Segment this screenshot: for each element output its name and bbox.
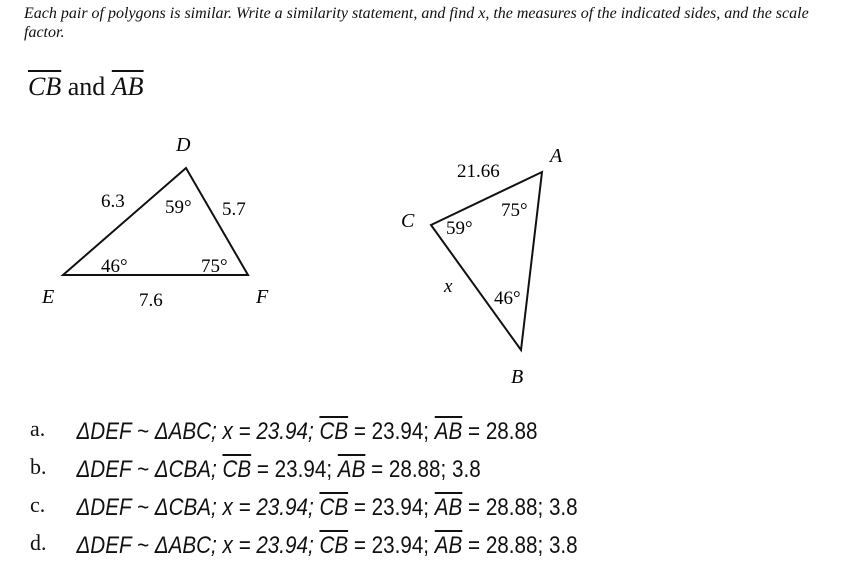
answer-choices [30,416,830,568]
vertex-c-label: C [401,210,415,232]
choice-b-seg-ab: $\overline{AB}$ [337,456,366,483]
choice-d-statement: ΔDEF ~ ΔABC; x = 23.94; [76,532,320,559]
choice-d-text [76,532,577,560]
triangle-def [41,134,269,311]
choice-b-text [76,456,480,484]
choice-b-mid: = 23.94; [251,456,338,483]
triangle-abc-outline [431,172,542,350]
choice-c-seg-cb: $\overline{CB}$ [319,494,349,521]
vertex-b-label: B [511,366,524,388]
angle-a-label: 75° [501,200,528,221]
choice-d-seg-ab: $\overline{AB}$ [434,532,463,559]
choice-a-mid: = 23.94; [348,418,435,445]
choice-d-seg-cb: $\overline{CB}$ [319,532,349,559]
segment-and-label: and [61,72,112,101]
vertex-d-label: D [176,134,191,156]
angle-f-label: 75° [201,256,228,277]
choice-b-statement: ΔDEF ~ ΔCBA; [76,456,223,483]
vertex-f-label: F [256,286,269,308]
segment-cb-label: $\overline{CB}$ [28,72,62,101]
side-de-label: 6.3 [101,191,125,212]
instructions-text: Each pair of polygons is similar. Write a similarity statement, and find x, the measures of the indicated sides, and the scale factor. [24,5,809,41]
choice-a-post: = 28.88 [462,418,538,445]
angle-c-label: 59° [446,218,473,239]
choice-c-statement: ΔDEF ~ ΔCBA; x = 23.94; [76,494,320,521]
choice-d[interactable] [30,530,718,568]
vertex-a-label: A [550,145,563,167]
choice-c-mid: = 23.94; [348,494,435,521]
angle-d-label: 59° [165,197,192,218]
side-ef-label: 7.6 [139,290,163,311]
choice-b-seg-cb: $\overline{CB}$ [222,456,252,483]
choice-c[interactable] [30,492,718,530]
choice-c-post: = 28.88; 3.8 [462,494,578,521]
choice-a-text [76,418,537,446]
side-cb-label: x [444,276,453,297]
choice-b-post: = 28.88; 3.8 [365,456,481,483]
choice-a[interactable] [30,416,718,454]
choice-a-seg-cb: $\overline{CB}$ [319,418,349,445]
choice-c-seg-ab: $\overline{AB}$ [434,494,463,521]
choice-b[interactable] [30,454,718,492]
choice-c-letter: c. [30,492,46,517]
choice-c-text [76,494,577,522]
angle-e-label: 46° [101,256,128,277]
choice-a-seg-ab: $\overline{AB}$ [434,418,463,445]
choice-d-mid: = 23.94; [348,532,435,559]
choice-a-letter: a. [30,416,46,441]
segment-ab-label: $\overline{AB}$ [111,72,144,101]
choice-a-statement: ΔDEF ~ ΔABC; x = 23.94; [76,418,320,445]
choice-d-post: = 28.88; 3.8 [462,532,578,559]
choice-b-letter: b. [30,454,47,479]
angle-b-label: 46° [494,288,521,309]
side-ca-label: 21.66 [457,161,500,182]
vertex-e-label: E [42,286,55,308]
triangle-abc [401,145,563,388]
side-df-label: 5.7 [222,199,246,220]
choice-d-letter: d. [30,530,47,555]
